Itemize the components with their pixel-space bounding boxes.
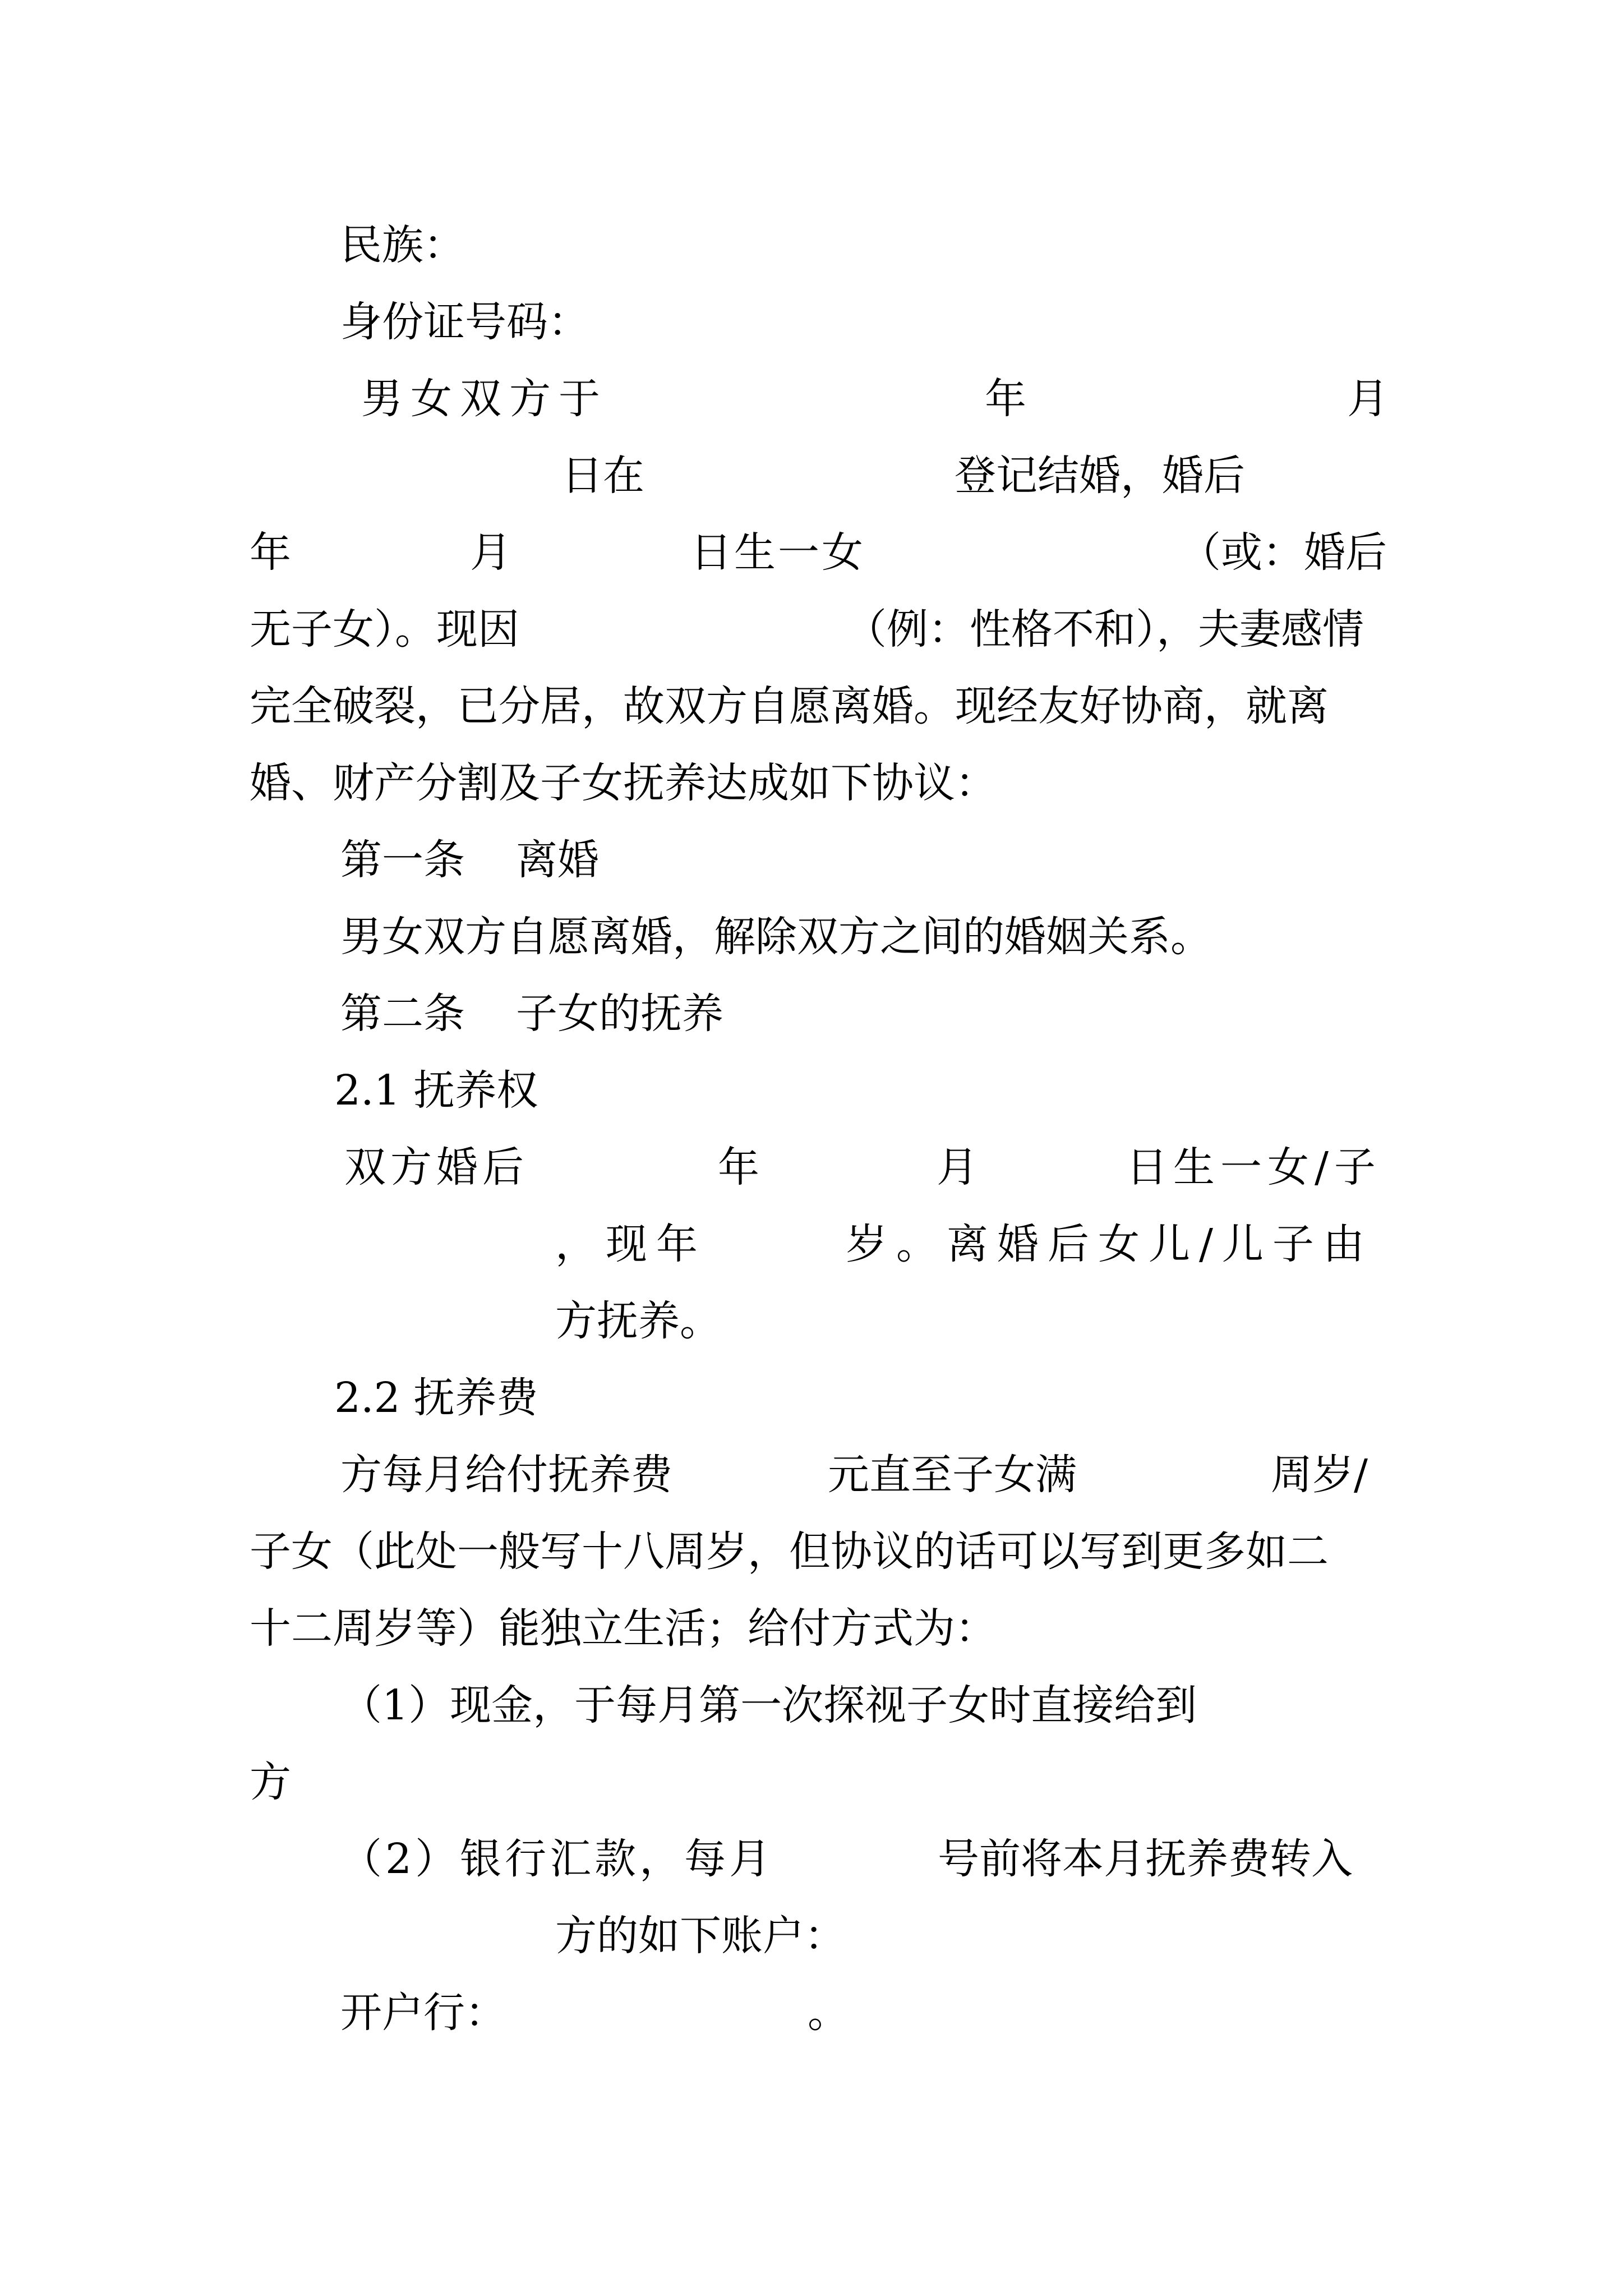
payment-bank-part1: （2）银行汇款，每月 (340, 1835, 774, 1883)
article-2-title: 子女的抚养 (516, 990, 723, 1038)
payment-cash: （1）现金，于每月第一次探视子女时直接给到 (340, 1681, 1197, 1729)
id-number-label: 身份证号码： (340, 298, 589, 346)
payment-cash-party: 方 (250, 1758, 291, 1806)
child-birth-year: 年 (250, 528, 291, 577)
support-until: 元直至子女满 (828, 1451, 1077, 1499)
section-2-2-heading: 2.2 抚养费 (334, 1374, 538, 1422)
custody-age: ，现年 (555, 1220, 707, 1268)
divorce-reason-text: 完全破裂，已分居，故双方自愿离婚。现经友好协商，就离 (250, 682, 1329, 730)
support-age: 周岁/ (1271, 1451, 1368, 1499)
marriage-date-part1: 男女双方于 (361, 375, 608, 423)
article-1-title: 离婚 (516, 836, 599, 884)
custody-party: 方抚养。 (555, 1297, 721, 1345)
reason-part2: （例：性格不和），夫妻感情 (845, 605, 1364, 654)
bank-name-end: 。 (808, 1989, 849, 2037)
article-1-number: 第一条 (340, 836, 465, 884)
custody-month: 月 (937, 1143, 978, 1191)
custody-year: 年 (718, 1143, 759, 1191)
article-2-number: 第二条 (340, 990, 465, 1038)
payment-bank-part2: 号前将本月抚养费转入 (938, 1835, 1353, 1883)
custody-after-divorce: 岁。离婚后女儿/儿子由 (846, 1220, 1373, 1268)
custody-birth: 日生一女/子 (1126, 1143, 1381, 1191)
reason-part1: 无子女）。现因 (250, 605, 519, 654)
agreement-intro: 婚、财产分割及子女抚养达成如下协议： (250, 759, 997, 807)
marriage-date-year: 年 (985, 375, 1026, 423)
custody-part1: 双方婚后 (344, 1143, 528, 1191)
support-note: 子女（此处一般写十八周岁，但协议的话可以写到更多如二 (250, 1527, 1329, 1576)
payment-method-intro: 十二周岁等）能独立生活；给付方式为： (250, 1604, 997, 1653)
section-2-1-heading: 2.1 抚养权 (334, 1066, 538, 1115)
child-birth-day: 日生一女 (690, 528, 865, 577)
payment-bank-account: 方的如下账户： (555, 1912, 846, 1960)
no-children-note: （或：婚后 (1179, 528, 1387, 577)
marriage-place-day: 日在 (561, 452, 644, 500)
bank-name-label: 开户行： (340, 1989, 506, 2037)
child-birth-month: 月 (470, 528, 511, 577)
article-1-text: 男女双方自愿离婚，解除双方之间的婚姻关系。 (340, 913, 1212, 961)
marriage-registered: 登记结婚，婚后 (955, 452, 1245, 500)
marriage-date-month: 月 (1347, 375, 1389, 423)
support-amount: 方每月给付抚养费 (340, 1451, 672, 1499)
ethnicity-label: 民族： (340, 221, 465, 269)
